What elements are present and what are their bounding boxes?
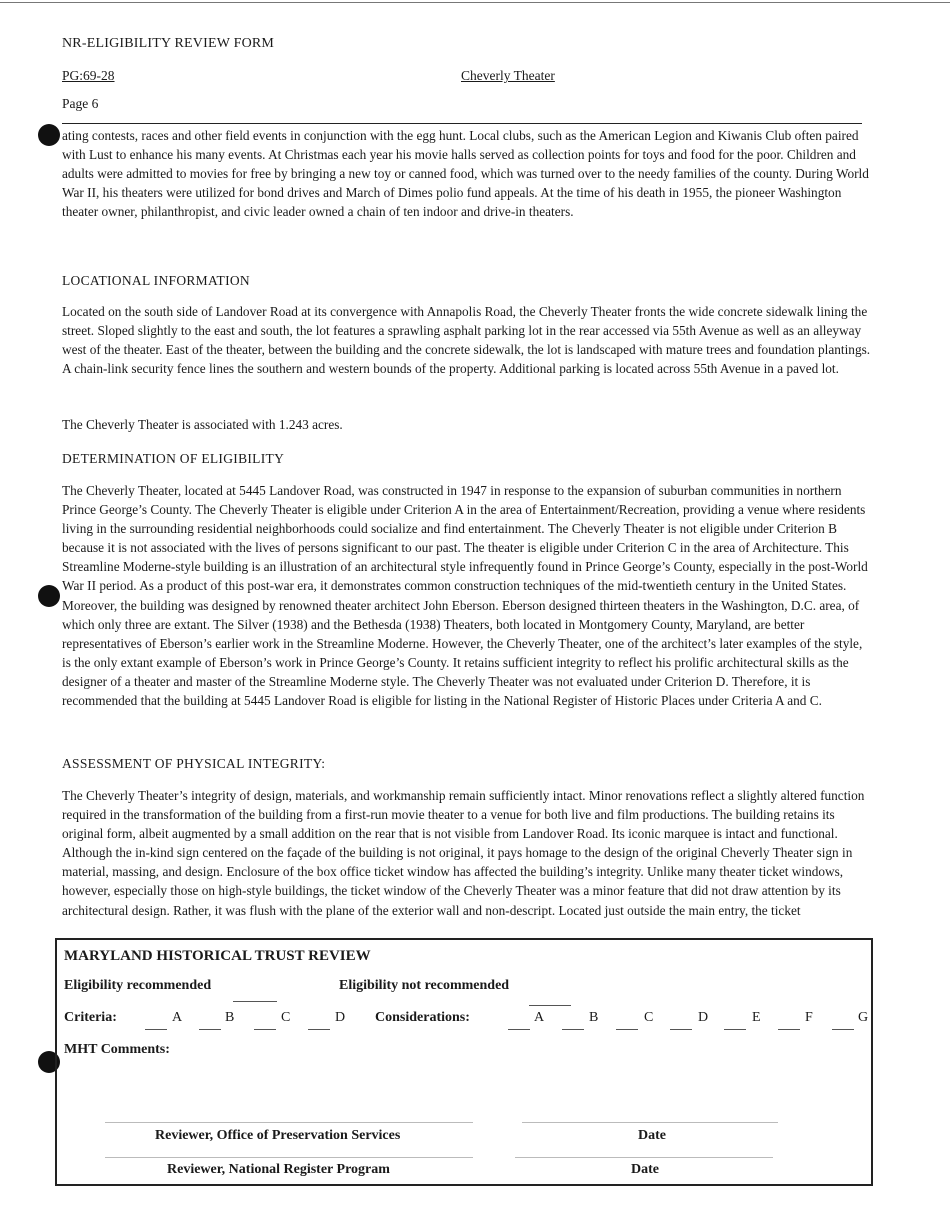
nrp-signature-line[interactable] [105, 1157, 473, 1158]
mht-review-box [55, 938, 873, 1186]
consideration-d-blank[interactable] [670, 1028, 692, 1030]
consideration-a-blank[interactable] [508, 1028, 530, 1030]
consideration-b-blank[interactable] [562, 1028, 584, 1030]
reviewer-nrp-label: Reviewer, National Register Program [167, 1162, 390, 1177]
punch-hole-middle [38, 585, 60, 607]
acreage-paragraph: The Cheverly Theater is associated with 1.243 acres. [62, 417, 343, 432]
consideration-g-blank[interactable] [832, 1028, 854, 1030]
criteria-c: C [281, 1010, 291, 1025]
consideration-d: D [698, 1010, 709, 1025]
eligibility-heading: DETERMINATION OF ELIGIBILITY [62, 451, 285, 466]
consideration-e: E [752, 1010, 761, 1025]
criteria-a-blank[interactable] [145, 1028, 167, 1030]
ops-date-line[interactable] [522, 1122, 778, 1123]
eligibility-not-recommended-blank[interactable] [529, 1004, 571, 1006]
consideration-f: F [805, 1010, 813, 1025]
locational-paragraph: Located on the south side of Landover Road at its convergence with Annapolis Road, the Cheverly Theater fronts the wide concrete sidewalk lining the street. Sloped slightly to the east and south, the lot features a sprawling asphalt parking lot in the rear accessed via 55th Avenue as well as an alleyway west of the theater. East of the theater, between the building and the concrete sidewalk, the lot is landscaped with mature trees and foundation plantings. A chain-link security fence lines the southern and western bounds of the property. Additional parking is located across 55th Avenue in a paved lot. [62, 304, 871, 377]
intro-paragraph: ating contests, races and other field events in conjunction with the egg hunt. Local clubs, such as the American Legion and Kiwanis Club often paired with Lust to enhance his many events. At Christmas each year his movie halls served as collection points for toys and food for the poor. Children and adults were admitted to movies for free by bringing a new toy or canned food, which was turned over to the needy families of the county. During World War II, his theaters were utilized for bond drives and March of Dimes polio fund appeals. At the time of his death in 1955, the pioneer Washington theater owner, philanthropist, and civic leader owned a chain of ten indoor and drive-in theaters. [62, 128, 869, 220]
criteria-b-blank[interactable] [199, 1028, 221, 1030]
ops-date-label: Date [638, 1128, 666, 1143]
nrp-date-label: Date [631, 1162, 659, 1177]
consideration-e-blank[interactable] [724, 1028, 746, 1030]
eligibility-recommended-label: Eligibility recommended [64, 978, 212, 993]
header-rule [62, 123, 862, 124]
nrp-date-line[interactable] [515, 1157, 773, 1158]
integrity-paragraph: The Cheverly Theater’s integrity of design, materials, and workmanship remain sufficiently intact. Minor renovations reflect a slightly altered function required in the transformation of the building from a first-run movie theater to a venue for both live and film productions. The building retains its original form, albeit augmented by a small addition on the rear that is not visible from Landover Road. Its iconic marquee is intact and functional. Although the in-kind sign centered on the façade of the building is not original, it pays homage to the design of the original Cheverly Theater sign in material, massing, and design. Enclosure of the box office ticket window has affected the building’s integrity. Unlike many theater ticket windows, however, especially those on high-style buildings, the ticket window of the Cheverly Theater was a minor feature that did not draw attention by its architectural design. Rather, it was flush with the plane of the exterior wall and non-descript. Located just outside the main entry, the ticket [62, 788, 865, 918]
criteria-a: A [172, 1010, 183, 1025]
locational-heading: LOCATIONAL INFORMATION [62, 273, 250, 288]
eligibility-recommended-blank[interactable] [233, 1000, 277, 1002]
mht-review-title: MARYLAND HISTORICAL TRUST REVIEW [64, 948, 371, 964]
criteria-d: D [335, 1010, 346, 1025]
eligibility-paragraph: The Cheverly Theater, located at 5445 Landover Road, was constructed in 1947 in response to the expansion of suburban communities in northern Prince George’s County. The Cheverly Theater is eligible under Criterion A in the area of Entertainment/Recreation, providing a venue where residents living in the surrounding residential neighborhoods could socialize and find entertainment. The Cheverly Theater is not eligible under Criterion B because it is not associated with the lives of persons significant to our past. The theater is eligible under Criterion C in the area of Architecture. This Streamline Moderne-style building is an illustration of an architectural style infrequently found in Prince George’s County, especially in the post-World War II period. As a product of this post-war era, it demonstrates common construction techniques of the mid-twentieth century in the United States. Moreover, the building was designed by renowned theater architect John Eberson. Eberson designed thirteen theaters in the Washington, D.C. area, of which only three are extant. The Silver (1938) and the Bethesda (1938) Theaters, both located in Montgomery County, Maryland, are better representatives of Eberson’s earlier work in the Streamline Moderne. However, the Cheverly Theater, one of the architect’s later examples of the style, is the only extant example of Eberson’s work in Prince George’s County. It retains sufficient integrity to reflect his prolific architectural skills as the designer of a theater and master of the Streamline Moderne style. The Cheverly Theater was not evaluated under Criterion D. Therefore, it is recommended that the building at 5445 Landover Road is eligible for listing in the National Register of Historic Places under Criteria A and C. [62, 483, 868, 709]
integrity-heading: ASSESSMENT OF PHYSICAL INTEGRITY: [62, 756, 326, 771]
top-edge-line [0, 2, 950, 3]
consideration-g: G [858, 1010, 869, 1025]
ops-signature-line[interactable] [105, 1122, 473, 1123]
criteria-d-blank[interactable] [308, 1028, 330, 1030]
form-title: NR-ELIGIBILITY REVIEW FORM [62, 36, 275, 51]
property-name: Cheverly Theater [461, 68, 555, 83]
reviewer-ops-label: Reviewer, Office of Preservation Services [155, 1128, 401, 1143]
consideration-f-blank[interactable] [778, 1028, 800, 1030]
page-number: Page 6 [62, 96, 99, 111]
consideration-a: A [534, 1010, 545, 1025]
punch-hole-top [38, 124, 60, 146]
reference-number: PG:69-28 [62, 68, 115, 83]
mht-comments-area[interactable] [64, 1064, 864, 1116]
criteria-b: B [225, 1010, 235, 1025]
mht-comments-label: MHT Comments: [64, 1042, 170, 1057]
consideration-b: B [589, 1010, 599, 1025]
criteria-label: Criteria: [64, 1010, 117, 1025]
criteria-c-blank[interactable] [254, 1028, 276, 1030]
considerations-label: Considerations: [375, 1010, 470, 1025]
consideration-c: C [644, 1010, 654, 1025]
eligibility-not-recommended-label: Eligibility not recommended [339, 978, 510, 993]
consideration-c-blank[interactable] [616, 1028, 638, 1030]
